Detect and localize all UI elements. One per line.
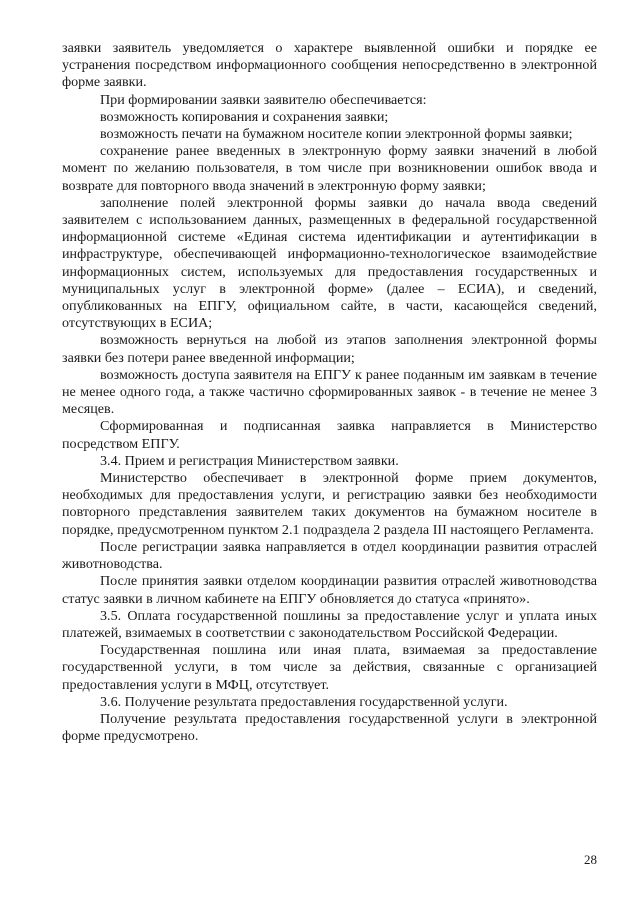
paragraph-result-electronic: Получение результата предоставления государственной услуги в электронной форме предусмотрено. xyxy=(62,710,597,745)
document-body xyxy=(62,40,597,745)
paragraph-return-step: возможность вернуться на любой из этапов заполнения электронной формы заявки без потери ранее введенной информации; xyxy=(62,332,597,366)
paragraph-access-history: возможность доступа заявителя на ЕПГУ к ранее поданным им заявкам в течение не менее одного года, а также частично сформированных заявок - в течение не менее 3 месяцев. xyxy=(62,366,597,418)
paragraph-ministry-reception: Министерство обеспечивает в электронной форме прием документов, необходимых для предоставления услуги, и регистрацию заявки без необходимости повторного представления заявителем таких документов на бумажном носителе в порядке, предусмотренном пунктом 2.1 подраздела 2 раздела III настоящего Регламента. xyxy=(62,470,597,538)
section-heading-3-5: 3.5. Оплата государственной пошлины за предоставление услуг и уплата иных платежей, взимаемых в соответствии с законодательством Российской Федерации. xyxy=(62,607,597,641)
paragraph-status-update: После принятия заявки отделом координации развития отраслей животноводства статус заявки в личном кабинете на ЕПГУ обновляется до статуса «принято». xyxy=(62,573,597,607)
paragraph-after-registration: После регистрации заявка направляется в отдел координации развития отраслей животноводства. xyxy=(62,538,597,573)
page-number: 28 xyxy=(584,852,597,867)
paragraph-submission: Сформированная и подписанная заявка направляется в Министерство посредством ЕПГУ. xyxy=(62,418,597,452)
paragraph-save-values: сохранение ранее введенных в электронную форму заявки значений в любой момент по желанию пользователя, в том числе при возникновении ошибок ввода и возврате для повторного ввода значений в электронную форму заявки; xyxy=(62,143,597,194)
section-heading-3-4: 3.4. Прием и регистрация Министерством заявки. xyxy=(100,452,399,469)
paragraph-error-notice: заявки заявитель уведомляется о характере выявленной ошибки и порядке ее устранения посредством информационного сообщения непосредственно в электронной форме заявки. xyxy=(62,40,597,91)
paragraph-print: возможность печати на бумажном носителе копии электронной формы заявки; xyxy=(100,126,573,143)
paragraph-esia-prefill: заполнение полей электронной формы заявки до начала ввода сведений заявителем с использованием данных, размещенных в федеральной государственной информационной системе «Единая система идентификации и аутентификации в инфраструктуре, обеспечивающей информационно-технологическое взаимодействие информационных систем, используемых для предоставления государственных и муниципальных услуг в электронной форме» (далее – ЕСИА), и сведений, опубликованных на ЕПГУ, официальном сайте, в части, касающейся сведений, отсутствующих в ЕСИА; xyxy=(62,194,597,332)
paragraph-fee: Государственная пошлина или иная плата, взимаемая за предоставление государственной услуги, в том числе за действия, связанные с организацией предоставления услуги в МФЦ, отсутствует. xyxy=(62,642,597,693)
section-heading-3-6: 3.6. Получение результата предоставления государственной услуги. xyxy=(100,693,508,710)
paragraph-copy-save: возможность копирования и сохранения заявки; xyxy=(100,108,389,125)
paragraph-form-provisions: При формировании заявки заявителю обеспечивается: xyxy=(100,91,427,108)
